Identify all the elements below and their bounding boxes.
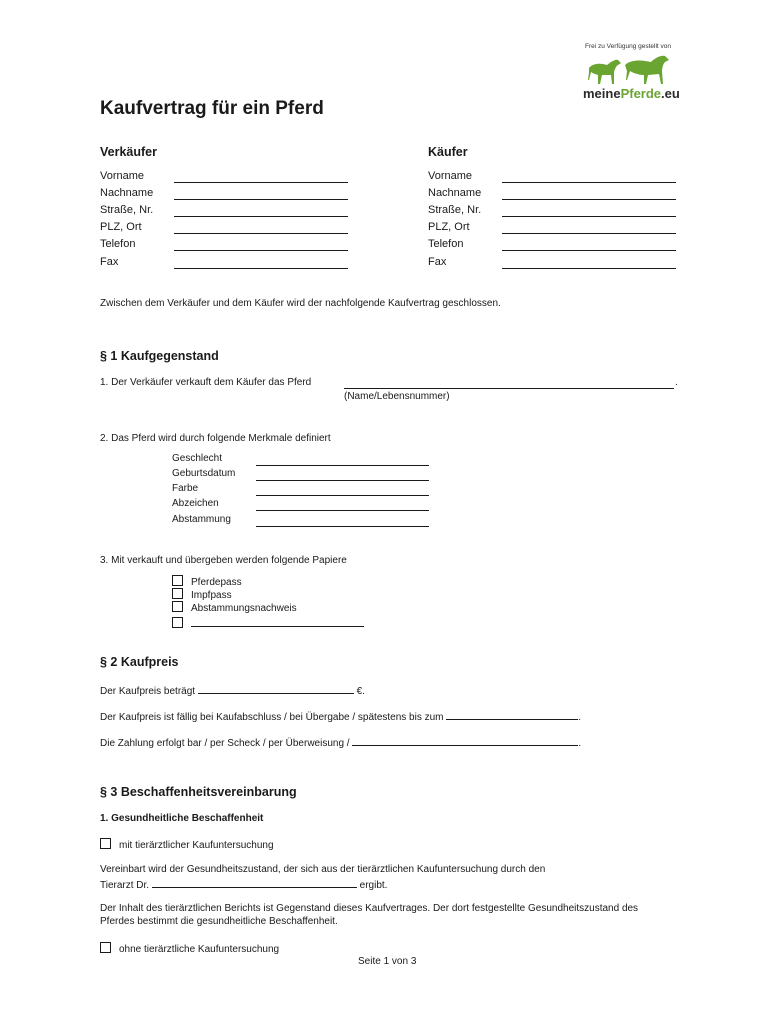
paper-checkbox-row[interactable] xyxy=(172,616,364,630)
feature-label: Abstammung xyxy=(172,514,231,525)
option-with-exam-label: mit tierärztlicher Kaufuntersuchung xyxy=(119,840,274,851)
paper-label: Abstammungsnachweis xyxy=(191,603,297,614)
vet-name-blank[interactable] xyxy=(152,877,357,888)
feature-blank[interactable] xyxy=(256,516,429,527)
s1-item1-caption: (Name/Lebensnummer) xyxy=(344,391,450,402)
seller-heading: Verkäufer xyxy=(100,145,157,159)
buyer-field-label: Telefon xyxy=(428,238,464,250)
seller-field-label: Vorname xyxy=(100,170,145,182)
due-date-blank[interactable] xyxy=(446,709,578,720)
document-title: Kaufvertrag für ein Pferd xyxy=(100,98,324,119)
buyer-field-blank[interactable] xyxy=(502,206,676,217)
feature-label: Geschlecht xyxy=(172,453,223,464)
paper-checkbox-row[interactable] xyxy=(172,601,297,614)
s1-item3-text: 3. Mit verkauft und übergeben werden folgende Papiere xyxy=(100,555,347,566)
horse-name-blank[interactable] xyxy=(344,378,674,389)
horse-logo-icon xyxy=(585,54,680,88)
feature-label: Geburtsdatum xyxy=(172,468,236,479)
page-number: Seite 1 von 3 xyxy=(358,956,417,967)
checkbox[interactable] xyxy=(100,838,111,849)
feature-blank[interactable] xyxy=(256,455,429,466)
feature-label: Farbe xyxy=(172,483,199,494)
payment-suffix: . xyxy=(578,738,582,749)
buyer-field-blank[interactable] xyxy=(502,258,676,269)
option-with-exam[interactable] xyxy=(100,838,274,851)
paper-checkbox-row[interactable] xyxy=(172,588,232,601)
checkbox[interactable] xyxy=(172,575,183,586)
seller-field-label: Fax xyxy=(100,256,119,268)
seller-field-blank[interactable] xyxy=(174,189,348,200)
seller-field-label: PLZ, Ort xyxy=(100,221,142,233)
vet-suffix: ergibt. xyxy=(359,880,388,891)
s3-sub1-heading: 1. Gesundheitliche Beschaffenheit xyxy=(100,813,264,824)
due-row xyxy=(100,709,581,723)
paper-label: Impfpass xyxy=(191,590,232,601)
feature-blank[interactable] xyxy=(256,470,429,481)
option-without-exam[interactable] xyxy=(100,942,279,955)
price-blank[interactable] xyxy=(198,683,354,694)
s1-item1-dot: . xyxy=(675,377,678,388)
price-prefix: Der Kaufpreis beträgt xyxy=(100,686,196,697)
seller-field-blank[interactable] xyxy=(174,206,348,217)
s3-para2-line1: Der Inhalt des tierärztlichen Berichts ist Gegenstand dieses Kaufvertrages. Der dort festgestellte Gesundheitszustand des xyxy=(100,903,639,914)
checkbox[interactable] xyxy=(172,617,183,628)
seller-field-blank[interactable] xyxy=(174,240,348,251)
seller-field-label: Straße, Nr. xyxy=(100,204,154,216)
vet-prefix: Tierarzt Dr. xyxy=(100,880,150,891)
buyer-field-label: Nachname xyxy=(428,187,482,199)
price-suffix: €. xyxy=(356,686,365,697)
s3-para1-line1: Vereinbart wird der Gesundheitszustand, der sich aus der tierärztlichen Kaufuntersuchung durch den xyxy=(100,864,546,875)
option-without-exam-label: ohne tierärztliche Kaufuntersuchung xyxy=(119,944,280,955)
payment-prefix: Die Zahlung erfolgt bar / per Scheck / per Überweisung / xyxy=(100,738,350,749)
checkbox[interactable] xyxy=(172,588,183,599)
buyer-field-blank[interactable] xyxy=(502,240,676,251)
brand-logo-text: meinePferde.eu xyxy=(583,86,680,101)
s1-item1-text: 1. Der Verkäufer verkauft dem Käufer das Pferd xyxy=(100,377,312,388)
section-1-heading: § 1 Kaufgegenstand xyxy=(100,349,219,363)
seller-field-blank[interactable] xyxy=(174,172,348,183)
feature-blank[interactable] xyxy=(256,500,429,511)
paper-checkbox-row[interactable] xyxy=(172,575,242,588)
buyer-field-blank[interactable] xyxy=(502,223,676,234)
due-prefix: Der Kaufpreis ist fällig bei Kaufabschluss / bei Übergabe / spätestens bis zum xyxy=(100,712,444,723)
intro-text: Zwischen dem Verkäufer und dem Käufer wird der nachfolgende Kaufvertrag geschlossen. xyxy=(100,298,501,309)
section-3-heading: § 3 Beschaffenheitsvereinbarung xyxy=(100,785,297,799)
seller-field-label: Nachname xyxy=(100,187,154,199)
seller-field-label: Telefon xyxy=(100,238,136,250)
due-suffix: . xyxy=(578,712,582,723)
s3-para1-line2 xyxy=(100,877,387,891)
feature-blank[interactable] xyxy=(256,485,429,496)
section-2-heading: § 2 Kaufpreis xyxy=(100,655,179,669)
s1-item2-text: 2. Das Pferd wird durch folgende Merkmale definiert xyxy=(100,433,331,444)
provided-by-text: Frei zu Verfügung gestellt von xyxy=(585,43,671,50)
payment-blank[interactable] xyxy=(352,735,578,746)
buyer-field-blank[interactable] xyxy=(502,189,676,200)
seller-field-blank[interactable] xyxy=(174,223,348,234)
buyer-heading: Käufer xyxy=(428,145,468,159)
checkbox[interactable] xyxy=(172,601,183,612)
feature-label: Abzeichen xyxy=(172,498,219,509)
buyer-field-label: Fax xyxy=(428,256,447,268)
seller-field-blank[interactable] xyxy=(174,258,348,269)
payment-row xyxy=(100,735,581,749)
paper-label: Pferdepass xyxy=(191,577,242,588)
s3-para2-line2: Pferdes bestimmt die gesundheitliche Beschaffenheit. xyxy=(100,916,338,927)
buyer-field-label: PLZ, Ort xyxy=(428,221,470,233)
buyer-field-blank[interactable] xyxy=(502,172,676,183)
buyer-field-label: Straße, Nr. xyxy=(428,204,482,216)
checkbox[interactable] xyxy=(100,942,111,953)
other-paper-blank[interactable] xyxy=(191,616,364,627)
price-row xyxy=(100,683,365,697)
buyer-field-label: Vorname xyxy=(428,170,473,182)
